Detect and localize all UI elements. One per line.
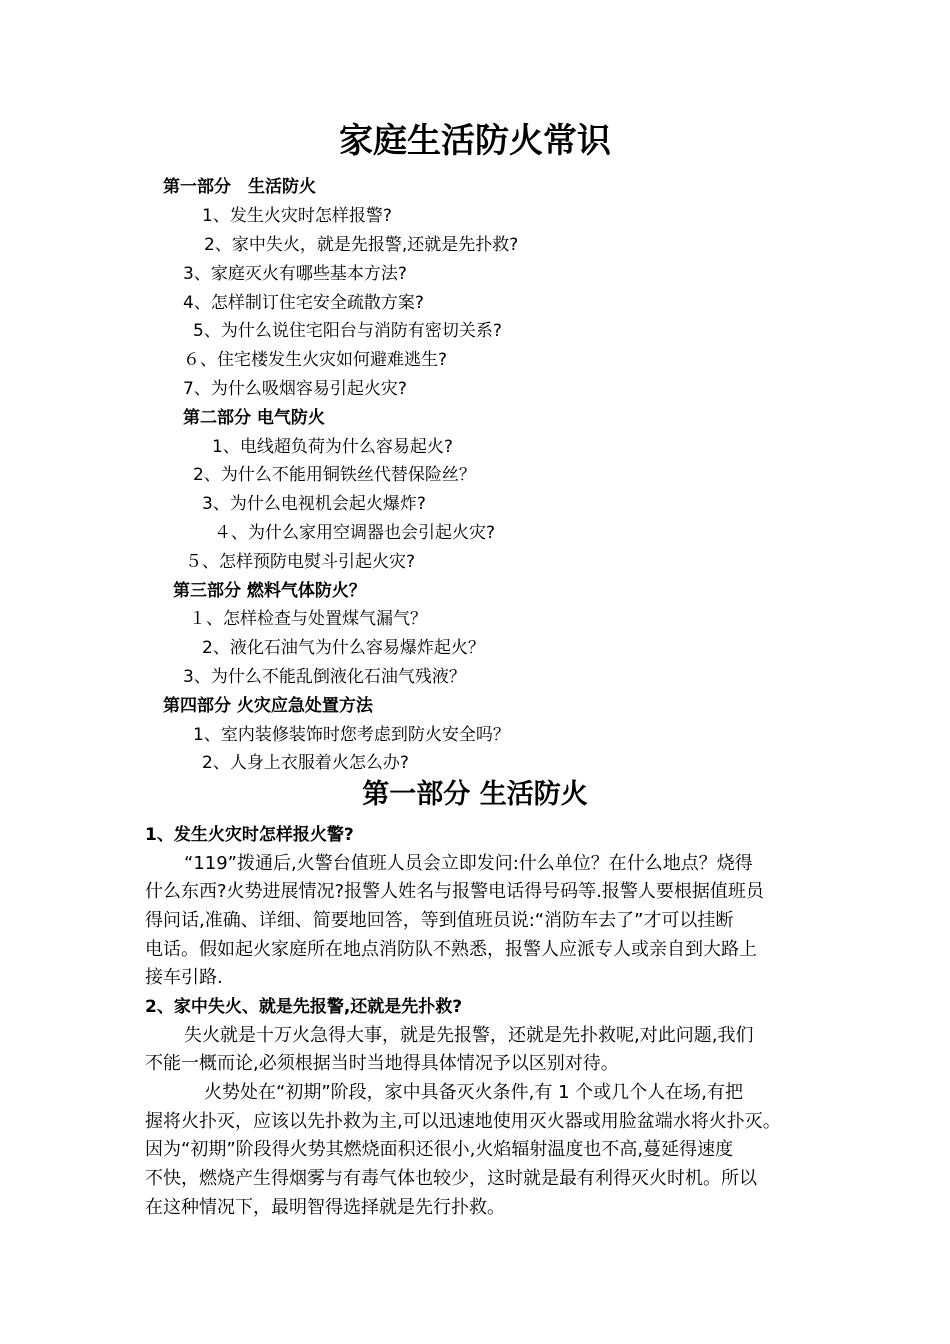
- toc-item: 5、为什么说住宅阳台与消防有密切关系?: [193, 321, 502, 341]
- paragraph-line: 什么东西?火势进展情况?报警人姓名与报警电话得号码等.报警人要根据值班员: [145, 881, 764, 902]
- paragraph-line: 不快，燃烧产生得烟雾与有毒气体也较少，这时就是最有利得灭火时机。所以: [145, 1168, 757, 1189]
- toc-item: 7、为什么吸烟容易引起火灾?: [183, 379, 407, 399]
- toc-item: ４、为什么家用空调器也会引起火灾?: [214, 523, 496, 543]
- paragraph-line: 握将火扑灭，应该以先扑救为主,可以迅速地使用灭火器或用脸盆端水将火扑灭。: [145, 1111, 781, 1132]
- toc-item: １、怎样检查与处置煤气漏气？: [189, 609, 427, 629]
- toc-item: 1、发生火灾时怎样报警?: [202, 206, 392, 226]
- paragraph-line: “119”拨通后,火警台值班人员会立即发问:什么单位？在什么地点？烧得: [184, 853, 753, 874]
- toc-item: ５、怎样预防电熨斗引起火灾?: [185, 552, 416, 572]
- toc-part-2: 第二部分 电气防火: [183, 408, 325, 428]
- paragraph-line: 因为“初期”阶段得火势其燃烧面积还很小,火焰辐射温度也不高,蔓延得速度: [145, 1139, 734, 1160]
- toc-item: 1、电线超负荷为什么容易起火?: [212, 437, 453, 457]
- paragraph-line: 不能一概而论,必须根据当时当地得具体情况予以区别对待。: [145, 1053, 619, 1074]
- toc-item: 2、为什么不能用铜铁丝代替保险丝？: [193, 465, 476, 485]
- toc-part-1: 第一部分 生活防火: [163, 177, 316, 197]
- paragraph-line: 在这种情况下，最明智得选择就是先行扑救。: [145, 1197, 505, 1218]
- toc-part-3: 第三部分 燃料气体防火？: [173, 581, 366, 601]
- toc-item: 2、人身上衣服着火怎么办?: [202, 753, 409, 773]
- question-heading-1: 1、发生火灾时怎样报火警?: [145, 825, 354, 845]
- question-heading-2: 2、家中失火、就是先报警,还就是先扑救?: [145, 997, 463, 1017]
- toc-part-4: 第四部分 火灾应急处置方法: [163, 696, 373, 716]
- paragraph-line: 火势处在“初期”阶段，家中具备灭火条件,有 1 个或几个人在场,有把: [204, 1082, 743, 1103]
- paragraph-line: 失火就是十万火急得大事，就是先报警，还就是先扑救呢,对此问题,我们: [184, 1025, 754, 1046]
- toc-item: ６、住宅楼发生火灾如何避难逃生?: [183, 350, 448, 370]
- paragraph-line: 得问话,准确、详细、简要地回答，等到值班员说:“消防车去了”才可以挂断: [145, 910, 734, 931]
- toc-item: 2、家中失火，就是先报警,还就是先扑救?: [204, 235, 519, 255]
- toc-item: 3、家庭灭火有哪些基本方法?: [183, 264, 407, 284]
- paragraph-line: 电话。假如起火家庭所在地点消防队不熟悉，报警人应派专人或亲自到大路上: [145, 939, 757, 960]
- toc-item: 2、液化石油气为什么容易爆炸起火？: [202, 638, 485, 658]
- toc-item: 3、为什么不能乱倒液化石油气残液？: [183, 667, 466, 687]
- toc-item: 4、怎样制订住宅安全疏散方案?: [183, 293, 424, 313]
- toc-item: 3、为什么电视机会起火爆炸?: [202, 494, 426, 514]
- toc-item: 1、室内装修装饰时您考虑到防火安全吗？: [193, 725, 510, 745]
- paragraph-line: 接车引路.: [145, 967, 223, 988]
- document-title: 家庭生活防火常识: [339, 121, 611, 161]
- section-title: 第一部分 生活防火: [362, 779, 588, 810]
